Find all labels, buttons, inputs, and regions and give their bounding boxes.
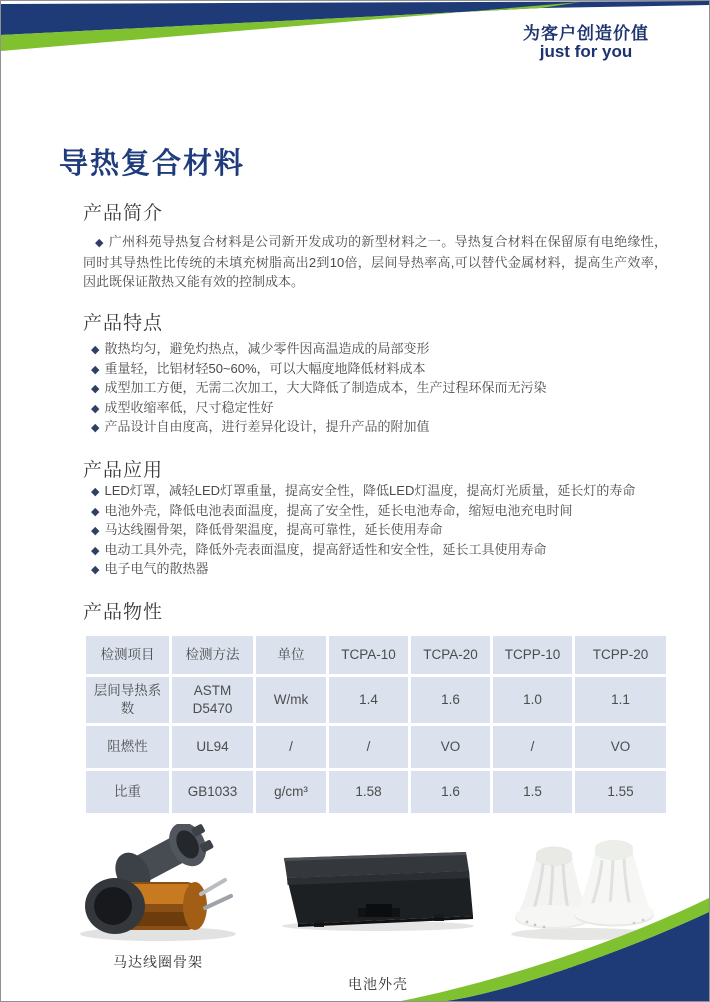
application-text: LED灯罩，减轻LED灯罩重量，提高安全性，降低LED灯温度，提高灯光质量，延长灯的寿命	[104, 482, 636, 498]
diamond-bullet-icon: ◆	[91, 564, 100, 577]
table-cell: g/cm³	[256, 771, 326, 813]
table-cell: 比重	[86, 771, 169, 813]
features-list	[91, 340, 667, 438]
list-item	[91, 379, 667, 399]
table-cell: 1.0	[493, 677, 572, 723]
table-cell: 1.1	[575, 677, 666, 723]
feature-text: 散热均匀，避免灼热点，减少零件因高温造成的局部变形	[104, 341, 430, 356]
properties-table	[83, 633, 669, 816]
section-heading-features: 产品特点	[83, 313, 164, 334]
table-cell: /	[256, 726, 326, 768]
feature-text: 成型收缩率低，尺寸稳定性好	[104, 399, 274, 415]
list-item	[91, 399, 667, 419]
list-item	[91, 560, 667, 580]
diamond-bullet-icon: ◆	[91, 485, 100, 498]
diamond-bullet-icon: ◆	[91, 544, 100, 557]
table-cell: 1.6	[411, 771, 490, 813]
feature-text: 成型加工方便，无需二次加工，大大降低了制造成本，生产过程环保而无污染	[104, 380, 547, 396]
list-item	[91, 340, 667, 360]
table-header-row	[86, 636, 666, 674]
table-cell: 1.6	[411, 677, 490, 723]
table-cell: 1.58	[329, 771, 408, 813]
feature-text: 产品设计自由度高，进行差异化设计，提升产品的附加值	[104, 419, 430, 435]
application-text: 电子电气的散热器	[104, 561, 209, 577]
table-row	[86, 726, 666, 768]
image-caption: 电池外壳	[348, 975, 408, 992]
table-cell: 层间导热系数	[86, 677, 169, 723]
application-text: 电池外壳，降低电池表面温度，提高了安全性，延长电池寿命，缩短电池充电时间	[104, 502, 573, 518]
footer-swoosh-graphic	[1, 881, 710, 1001]
diamond-bullet-icon: ◆	[91, 505, 100, 518]
table-cell: 1.5	[493, 771, 572, 813]
list-item	[91, 360, 667, 380]
table-cell: 1.55	[575, 771, 666, 813]
diamond-bullet-icon: ◆	[91, 422, 100, 435]
application-text: 马达线圈骨架，降低骨架温度，提高可靠性，延长使用寿命	[104, 522, 443, 538]
feature-text: 重量轻，比铝材轻50~60%，可以大幅度地降低材料成本	[104, 360, 426, 376]
applications-list	[91, 482, 667, 580]
slogan-english: just for you	[539, 42, 633, 61]
column-header: TCPA-20	[411, 636, 490, 674]
column-header: TCPP-20	[575, 636, 666, 674]
diamond-bullet-icon: ◆	[91, 363, 100, 376]
list-item	[91, 521, 667, 541]
application-text: 电动工具外壳，降低外壳表面温度，提高舒适性和安全性，延长工具使用寿命	[104, 541, 547, 557]
column-header: 单位	[256, 636, 326, 674]
table-cell: /	[329, 726, 408, 768]
diamond-bullet-icon: ◆	[91, 525, 100, 538]
column-header: 检测方法	[172, 636, 253, 674]
list-item	[91, 502, 667, 522]
image-caption: 马达线圈骨架	[113, 953, 203, 970]
table-cell: VO	[411, 726, 490, 768]
table-cell: UL94	[172, 726, 253, 768]
column-header: 检测项目	[86, 636, 169, 674]
intro-paragraph	[83, 232, 667, 291]
company-slogan	[506, 25, 666, 60]
list-item	[91, 418, 667, 438]
page-title: 导热复合材料	[59, 148, 246, 180]
diamond-bullet-icon: ◆	[91, 402, 100, 415]
table-cell: 1.4	[329, 677, 408, 723]
table-cell: 阻燃性	[86, 726, 169, 768]
diamond-bullet-icon: ◆	[95, 237, 104, 249]
list-item	[91, 541, 667, 561]
column-header: TCPP-10	[493, 636, 572, 674]
table-cell: VO	[575, 726, 666, 768]
column-header: TCPA-10	[329, 636, 408, 674]
table-cell: W/mk	[256, 677, 326, 723]
section-heading-intro: 产品简介	[83, 203, 164, 224]
table-cell: GB1033	[172, 771, 253, 813]
table-cell: ASTM D5470	[172, 677, 253, 723]
table-row	[86, 771, 666, 813]
diamond-bullet-icon: ◆	[91, 344, 100, 356]
section-heading-properties: 产品物性	[83, 601, 164, 623]
intro-text: 广州科苑导热复合材料是公司新开发成功的新型材料之一。导热复合材料在保留原有电绝缘性，同时其导热性比传统的未填充树脂高出2到10倍，层间导热率高,可以替代金属材料，提高生产效率，因此既保证散热又能有效的控制成本。	[83, 234, 667, 289]
slogan-chinese: 为客户创造价值	[523, 24, 649, 43]
table-row	[86, 677, 666, 723]
list-item	[91, 482, 667, 502]
diamond-bullet-icon: ◆	[91, 383, 100, 396]
table-cell: /	[493, 726, 572, 768]
section-heading-applications: 产品应用	[83, 459, 164, 481]
